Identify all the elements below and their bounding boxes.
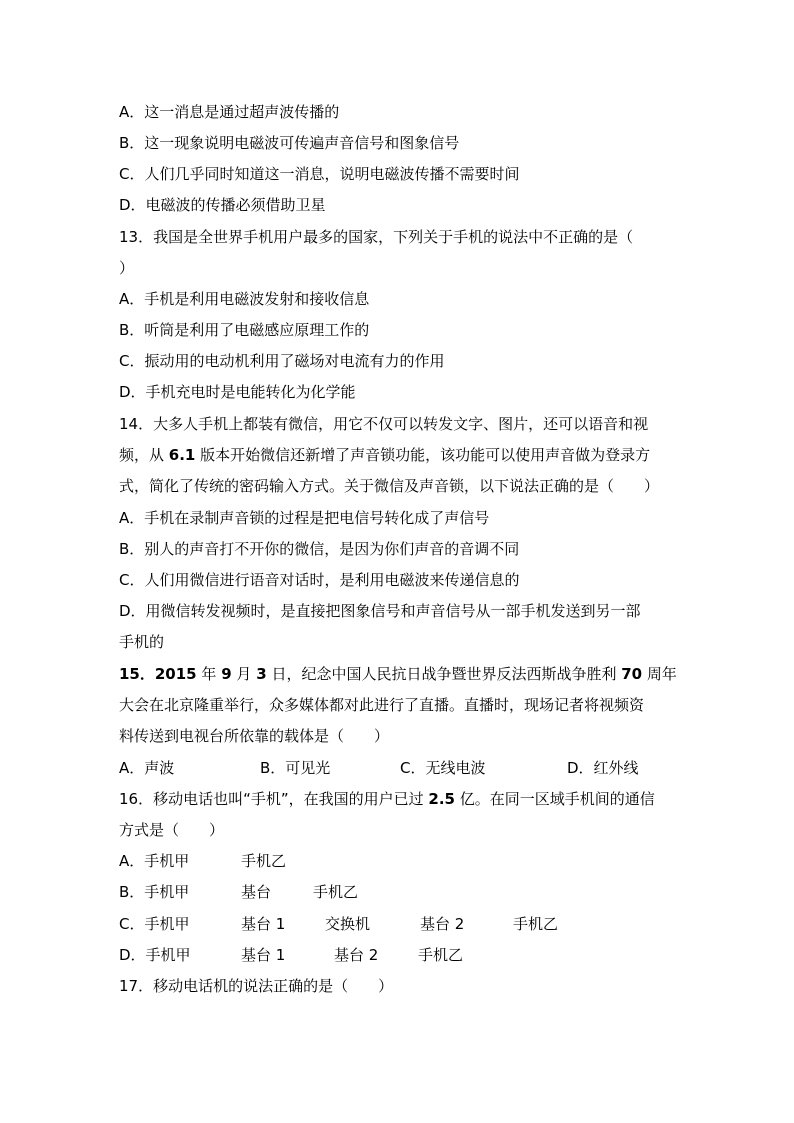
- q15-options-row: [119, 758, 679, 778]
- q16-option-b-step-3: 手机乙: [313, 883, 359, 901]
- q14-stem-line-3: 式，简化了传统的密码输入方式。关于微信及声音锁，以下说法正确的是（ ）: [119, 477, 660, 495]
- q14-stem-line-2-post: 版本开始微信还新增了声音锁功能，该功能可以使用声音做为登录方: [200, 446, 651, 464]
- q16-stem-line-1-post: 亿。在同一区域手机间的通信: [459, 790, 655, 808]
- q16-option-d-row: [119, 945, 619, 965]
- q14-option-d-line-2: 手机的: [119, 633, 165, 651]
- q14-option-d-line-1: D．用微信转发视频时，是直接把图象信号和声音信号从一部手机发送到另一部: [119, 602, 641, 620]
- q16-option-c-step-5: 手机乙: [513, 915, 559, 933]
- q16-user-count: 2.5: [428, 790, 455, 808]
- q16-option-c-step-4: 基台 2: [420, 915, 465, 933]
- q16-option-a-label: A．手机甲: [119, 852, 190, 870]
- q14-stem-line-2-pre: 频，从: [119, 446, 165, 464]
- q15-text-year: 年: [201, 665, 217, 683]
- q16-stem-line-2: 方式是（ ）: [119, 821, 225, 839]
- q16-option-d-step-2: 基台 1: [241, 946, 286, 964]
- q15-anniversary-number: 70: [621, 665, 643, 683]
- q15-option-d: D．红外线: [567, 759, 639, 777]
- q14-option-b: B．别人的声音打不开你的微信，是因为你们声音的音调不同: [119, 540, 520, 558]
- q14-stem-line-2: [119, 445, 650, 465]
- q14-option-a: A．手机在录制声音锁的过程是把电信号转化成了声信号: [119, 509, 490, 527]
- q12-option-d: D．电磁波的传播必须借助卫星: [119, 196, 326, 214]
- q16-option-c-row: [119, 914, 619, 934]
- q16-option-d-label: D．手机甲: [119, 946, 191, 964]
- q15-text-main: 日，纪念中国人民抗日战争暨世界反法西斯战争胜利: [271, 665, 617, 683]
- q16-option-d-step-4: 手机乙: [418, 946, 464, 964]
- q12-option-c: C．人们几乎同时知道这一消息，说明电磁波传播不需要时间: [119, 165, 520, 183]
- q13-stem-line-1: 13．我国是全世界手机用户最多的国家，下列关于手机的说法中不正确的是（: [119, 228, 634, 246]
- q17-stem: 17．移动电话机的说法正确的是（ ）: [119, 977, 394, 995]
- q13-option-b: B．听筒是利用了电磁感应原理工作的: [119, 321, 370, 339]
- q15-stem-line-3: 料传送到电视台所依靠的载体是（ ）: [119, 727, 390, 745]
- q15-stem-line-2: 大会在北京隆重举行，众多媒体都对此进行了直播。直播时，现场记者将视频资: [119, 696, 645, 714]
- q16-stem-line-1-pre: 16．移动电话也叫“手机”，在我国的用户已过: [119, 790, 424, 808]
- q16-stem-line-1: [119, 789, 655, 809]
- q14-version-number: 6.1: [168, 446, 196, 464]
- q16-option-d-step-3: 基台 2: [334, 946, 379, 964]
- q13-stem-line-2: ）: [119, 259, 135, 277]
- q16-option-b-label: B．手机甲: [119, 883, 190, 901]
- q14-stem-line-1: 14．大多人手机上都装有微信，用它不仅可以转发文字、图片，还可以语音和视: [119, 415, 649, 433]
- q13-option-a: A．手机是利用电磁波发射和接收信息: [119, 290, 370, 308]
- q13-option-c: C．振动用的电动机利用了磁场对电流有力的作用: [119, 352, 445, 370]
- q16-option-c-step-3: 交换机: [325, 915, 371, 933]
- q15-option-a: A．声波: [119, 759, 175, 777]
- q16-option-b-row: [119, 882, 619, 902]
- q15-text-month: 月: [236, 665, 252, 683]
- q14-option-c: C．人们用微信进行语音对话时，是利用电磁波来传递信息的: [119, 571, 520, 589]
- q12-option-a: A．这一消息是通过超声波传播的: [119, 103, 340, 121]
- q16-option-c-label: C．手机甲: [119, 915, 190, 933]
- q15-text-anniversary: 周年: [646, 665, 677, 683]
- q16-option-b-step-2: 基台: [241, 883, 272, 901]
- q15-option-c: C．无线电波: [400, 759, 486, 777]
- q15-number-year: 15．2015: [119, 665, 197, 683]
- q15-month-number: 9: [221, 665, 232, 683]
- q15-option-b: B．可见光: [260, 759, 331, 777]
- q16-option-a-row: [119, 851, 619, 871]
- q16-option-c-step-2: 基台 1: [241, 915, 286, 933]
- q16-option-a-step-2: 手机乙: [241, 852, 287, 870]
- q15-stem-line-1: [119, 664, 677, 684]
- q13-option-d: D．手机充电时是电能转化为化学能: [119, 383, 356, 401]
- q12-option-b: B．这一现象说明电磁波可传遍声音信号和图象信号: [119, 134, 460, 152]
- q15-day-number: 3: [256, 665, 267, 683]
